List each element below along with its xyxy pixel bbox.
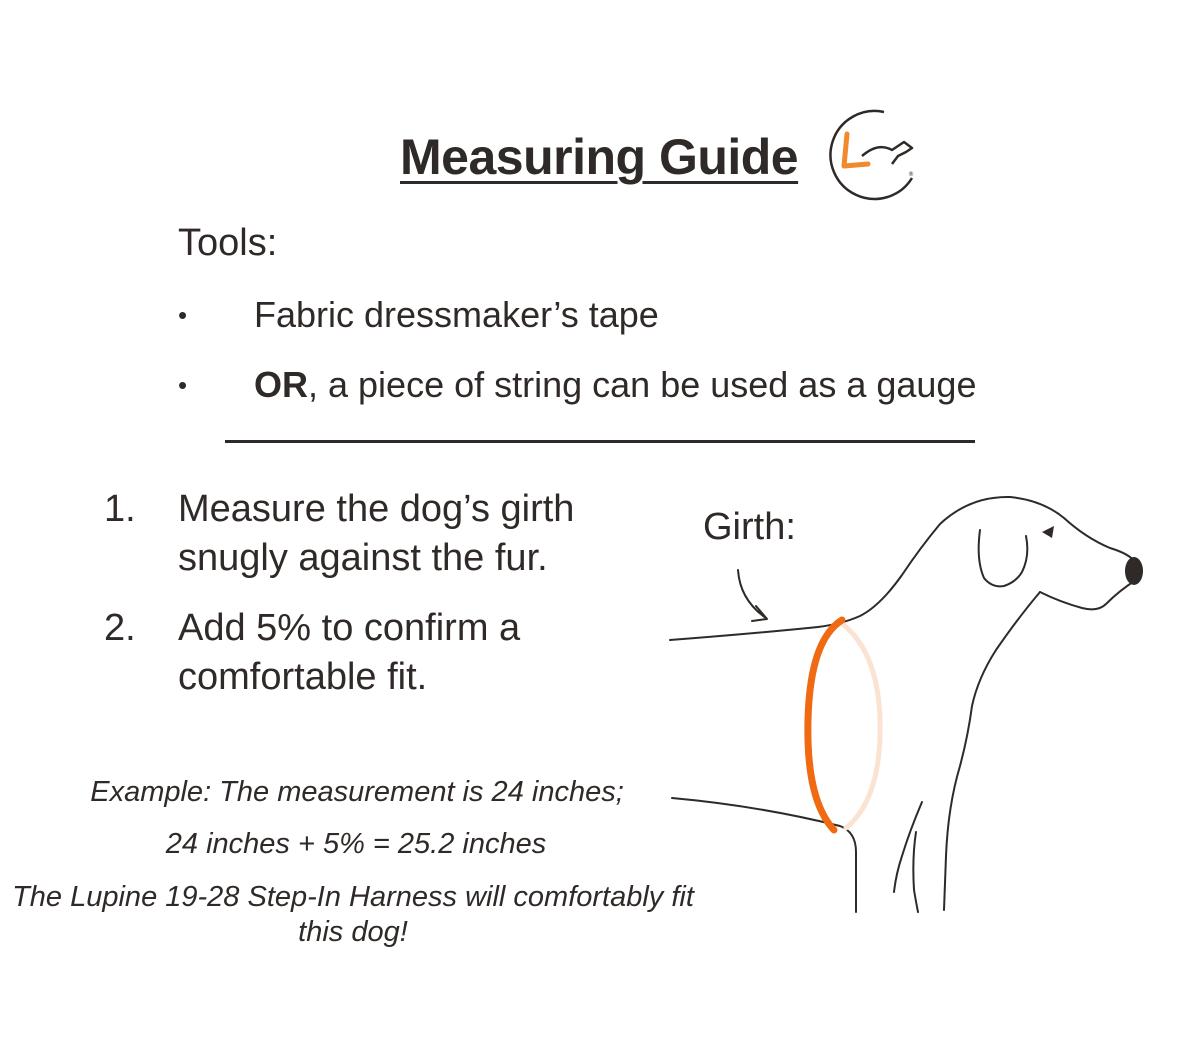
page-title: Measuring Guide — [400, 129, 799, 185]
girth-loop-back — [840, 622, 880, 828]
tool-bold-lead: OR — [254, 364, 308, 405]
tool-text — [254, 362, 976, 408]
tools-heading: Tools: — [178, 222, 278, 264]
example-calculation: 24 inches + 5% = 25.2 inches — [165, 828, 547, 860]
step-text: Add 5% to confirm a comfortable fit. — [178, 607, 521, 698]
dog-eye-icon — [1042, 526, 1054, 538]
section-divider — [225, 440, 975, 443]
girth-label: Girth: — [703, 506, 796, 548]
example-line: Example: The measurement is 24 inches; — [90, 776, 624, 808]
example-conclusion-text: The Lupine 19-28 Step-In Harness will comfortably fit this dog! — [12, 881, 694, 948]
step-text: Measure the dog’s girth snugly against the fur. — [178, 488, 575, 579]
dog-nose-icon — [1125, 557, 1143, 585]
girth-loop-front — [808, 620, 842, 830]
tool-text: Fabric dressmaker’s tape — [254, 294, 659, 335]
bullet-icon: • — [178, 300, 188, 330]
lupine-dog-logo-icon — [822, 104, 922, 204]
step-number: 1. — [104, 488, 136, 530]
svg-text:®: ® — [908, 171, 914, 178]
girth-arrow-icon — [738, 570, 767, 621]
dog-outline-illustration — [660, 480, 1160, 920]
example-conclusion — [3, 880, 703, 950]
bullet-icon: • — [178, 370, 188, 400]
tool-text-rest: , a piece of string can be used as a gauge — [308, 364, 977, 405]
step-number: 2. — [104, 607, 136, 649]
